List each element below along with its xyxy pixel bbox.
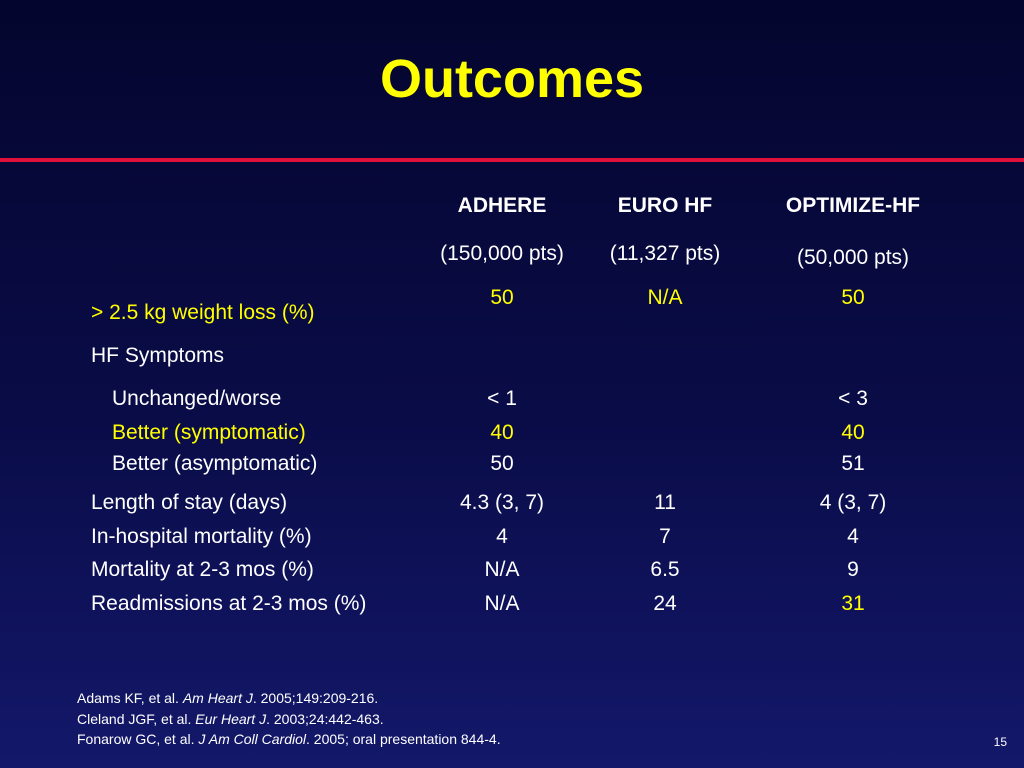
slide-title: Outcomes [379, 49, 645, 109]
cell-readmissions-2-3-optimize-hf: 31 [841, 592, 865, 615]
cell-mortality-2-3-adhere: N/A [484, 558, 520, 581]
cell-readmissions-2-3-euro-hf: 24 [653, 592, 677, 615]
cell-in-hospital-mortality-optimize-hf: 4 [847, 525, 859, 548]
row-label-better-symptomatic: Better (symptomatic) [112, 421, 306, 444]
column-header-adhere: ADHERE [457, 194, 547, 217]
cell-weight-loss-euro-hf: N/A [647, 286, 683, 309]
cell-unchanged-adhere: < 1 [487, 387, 517, 410]
reference-fonarow: Fonarow GC, et al. J Am Coll Cardiol. 2005; oral presentation 844-4. [77, 731, 501, 747]
cell-weight-loss-adhere: 50 [490, 286, 514, 309]
page-number: 15 [993, 735, 1007, 749]
row-label-hf-symptoms: HF Symptoms [91, 344, 225, 367]
column-pts-adhere: (150,000 pts) [440, 242, 564, 265]
cell-better-asymptomatic-optimize-hf: 51 [841, 452, 865, 475]
cell-unchanged-optimize-hf: < 3 [838, 387, 868, 410]
cell-weight-loss-optimize-hf: 50 [841, 286, 865, 309]
row-label-length-of-stay: Length of stay (days) [91, 491, 288, 514]
row-label-unchanged-worse: Unchanged/worse [112, 387, 282, 410]
cell-length-of-stay-adhere: 4.3 (3, 7) [459, 491, 545, 514]
row-label-readmissions-2-3-mos: Readmissions at 2-3 mos (%) [91, 592, 367, 615]
cell-in-hospital-mortality-adhere: 4 [496, 525, 508, 548]
cell-length-of-stay-euro-hf: 11 [654, 491, 676, 514]
cell-mortality-2-3-euro-hf: 6.5 [650, 558, 680, 581]
reference-adams: Adams KF, et al. Am Heart J. 2005;149:209-216. [77, 690, 379, 706]
column-header-optimize-hf: OPTIMIZE-HF [785, 194, 921, 217]
row-label-mortality-2-3-mos: Mortality at 2-3 mos (%) [91, 558, 314, 581]
cell-better-symptomatic-optimize-hf: 40 [841, 421, 865, 444]
column-header-euro-hf: EURO HF [617, 194, 713, 217]
cell-in-hospital-mortality-euro-hf: 7 [659, 525, 671, 548]
column-pts-euro-hf: (11,327 pts) [609, 242, 721, 265]
cell-mortality-2-3-optimize-hf: 9 [847, 558, 859, 581]
cell-length-of-stay-optimize-hf: 4 (3, 7) [819, 491, 887, 514]
title-divider [0, 158, 1024, 162]
row-label-in-hospital-mortality: In-hospital mortality (%) [91, 525, 312, 548]
references [77, 688, 501, 750]
column-pts-optimize-hf: (50,000 pts) [796, 246, 910, 269]
cell-better-symptomatic-adhere: 40 [490, 421, 514, 444]
cell-better-asymptomatic-adhere: 50 [490, 452, 514, 475]
row-label-weight-loss: > 2.5 kg weight loss (%) [91, 301, 315, 324]
cell-readmissions-2-3-adhere: N/A [484, 592, 520, 615]
row-label-better-asymptomatic: Better (asymptomatic) [112, 452, 318, 475]
reference-cleland: Cleland JGF, et al. Eur Heart J. 2003;24:442-463. [77, 710, 384, 727]
